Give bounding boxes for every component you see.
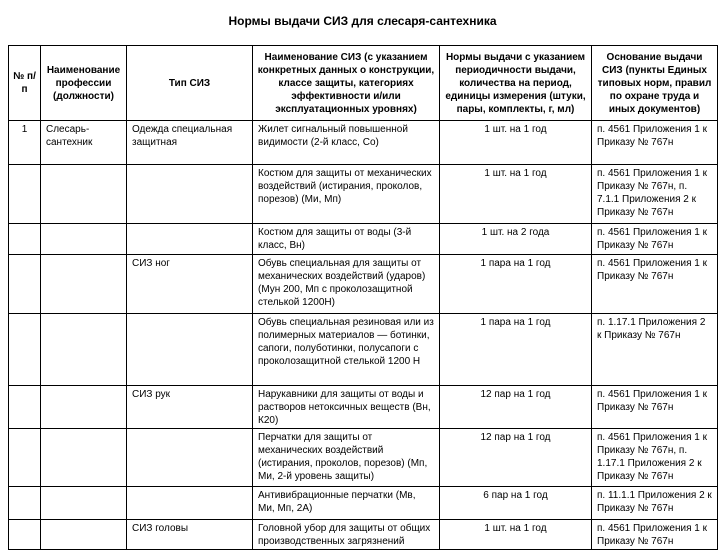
cell-ppe-name: Нарукавники для защиты от воды и растворов нетоксичных веществ (Вн, К20) <box>253 386 440 429</box>
header-issue-norm: Нормы выдачи с указанием периодичности выдачи, количества на период, единицы измерения (штуки, пары, комплекты, г, мл) <box>440 46 592 121</box>
cell-ppe-type: Одежда специальная защитная <box>127 121 253 165</box>
cell-ppe-name: Антивибрационные перчатки (Мв, Ми, Мп, 2А) <box>253 487 440 520</box>
cell-ppe-type <box>127 165 253 224</box>
header-profession: Наименование профессии (должности) <box>41 46 127 121</box>
cell-number <box>9 314 41 386</box>
cell-issue-basis: п. 4561 Приложения 1 к Приказу № 767н, п. 7.1.1 Приложения 2 к Приказу № 767н <box>592 165 718 224</box>
document-title: Нормы выдачи СИЗ для слесаря-сантехника <box>228 14 497 28</box>
cell-issue-norm: 12 пар на 1 год <box>440 386 592 429</box>
cell-issue-norm: 1 шт. на 2 года <box>440 224 592 255</box>
cell-ppe-name: Головной убор для защиты от общих производственных загрязнений <box>253 520 440 550</box>
cell-issue-basis: п. 4561 Приложения 1 к Приказу № 767н, п. 1.17.1 Приложения 2 к Приказу № 767н <box>592 429 718 487</box>
cell-issue-norm: 1 пара на 1 год <box>440 255 592 314</box>
table-row <box>9 224 718 255</box>
cell-ppe-name: Обувь специальная резиновая или из полимерных материалов — ботинки, сапоги, полуботинки, полусапоги с проколозащитной стелькой 1200 Н <box>253 314 440 386</box>
cell-ppe-type <box>127 314 253 386</box>
cell-issue-basis: п. 4561 Приложения 1 к Приказу № 767н <box>592 255 718 314</box>
cell-ppe-name: Обувь специальная для защиты от механических воздействий (ударов) (Мун 200, Мп с проколозащитной стелькой 1200Н) <box>253 255 440 314</box>
cell-ppe-name: Костюм для защиты от механических воздействий (истирания, проколов, порезов) (Ми, Мп) <box>253 165 440 224</box>
norms-table <box>8 45 718 550</box>
cell-issue-basis: п. 11.1.1 Приложения 2 к Приказу № 767н <box>592 487 718 520</box>
cell-issue-basis: п. 4561 Приложения 1 к Приказу № 767н <box>592 520 718 550</box>
cell-profession <box>41 165 127 224</box>
table-header-row <box>9 46 718 121</box>
header-ppe-name: Наименование СИЗ (с указанием конкретных данных о конструкции, классе защиты, категориях эффективности и/или эксплуатационных уровнях) <box>253 46 440 121</box>
cell-profession <box>41 255 127 314</box>
cell-issue-norm: 1 шт. на 1 год <box>440 121 592 165</box>
table-row <box>9 165 718 224</box>
cell-profession <box>41 314 127 386</box>
cell-issue-norm: 1 шт. на 1 год <box>440 520 592 550</box>
table-row <box>9 386 718 429</box>
cell-number: 1 <box>9 121 41 165</box>
cell-profession <box>41 224 127 255</box>
cell-ppe-name: Костюм для защиты от воды (3-й класс, Вн) <box>253 224 440 255</box>
cell-number <box>9 386 41 429</box>
cell-ppe-type: СИЗ ног <box>127 255 253 314</box>
cell-profession <box>41 520 127 550</box>
cell-ppe-name: Перчатки для защиты от механических воздействий (истирания, проколов, порезов) (Мп, Ми, 2-й уровень защиты) <box>253 429 440 487</box>
cell-number <box>9 487 41 520</box>
cell-profession <box>41 386 127 429</box>
cell-number <box>9 520 41 550</box>
cell-ppe-type: СИЗ рук <box>127 386 253 429</box>
cell-issue-norm: 6 пар на 1 год <box>440 487 592 520</box>
table-row <box>9 121 718 165</box>
cell-issue-norm: 1 шт. на 1 год <box>440 165 592 224</box>
table-row <box>9 314 718 386</box>
cell-number <box>9 165 41 224</box>
cell-issue-basis: п. 4561 Приложения 1 к Приказу № 767н <box>592 121 718 165</box>
table-row <box>9 487 718 520</box>
cell-issue-basis: п. 1.17.1 Приложения 2 к Приказу № 767н <box>592 314 718 386</box>
header-number: № п/п <box>9 46 41 121</box>
cell-ppe-name: Жилет сигнальный повышенной видимости (2-й класс, Со) <box>253 121 440 165</box>
cell-issue-basis: п. 4561 Приложения 1 к Приказу № 767н <box>592 386 718 429</box>
cell-issue-basis: п. 4561 Приложения 1 к Приказу № 767н <box>592 224 718 255</box>
header-issue-basis: Основание выдачи СИЗ (пункты Единых типовых норм, правил по охране труда и иных документов) <box>592 46 718 121</box>
cell-number <box>9 255 41 314</box>
header-ppe-type: Тип СИЗ <box>127 46 253 121</box>
cell-number <box>9 224 41 255</box>
table-row <box>9 520 718 550</box>
cell-profession: Слесарь-сантехник <box>41 121 127 165</box>
cell-profession <box>41 429 127 487</box>
cell-number <box>9 429 41 487</box>
cell-ppe-type <box>127 224 253 255</box>
cell-issue-norm: 12 пар на 1 год <box>440 429 592 487</box>
table-row <box>9 255 718 314</box>
cell-ppe-type <box>127 429 253 487</box>
table-row <box>9 429 718 487</box>
cell-ppe-type <box>127 487 253 520</box>
cell-issue-norm: 1 пара на 1 год <box>440 314 592 386</box>
cell-ppe-type: СИЗ головы <box>127 520 253 550</box>
cell-profession <box>41 487 127 520</box>
